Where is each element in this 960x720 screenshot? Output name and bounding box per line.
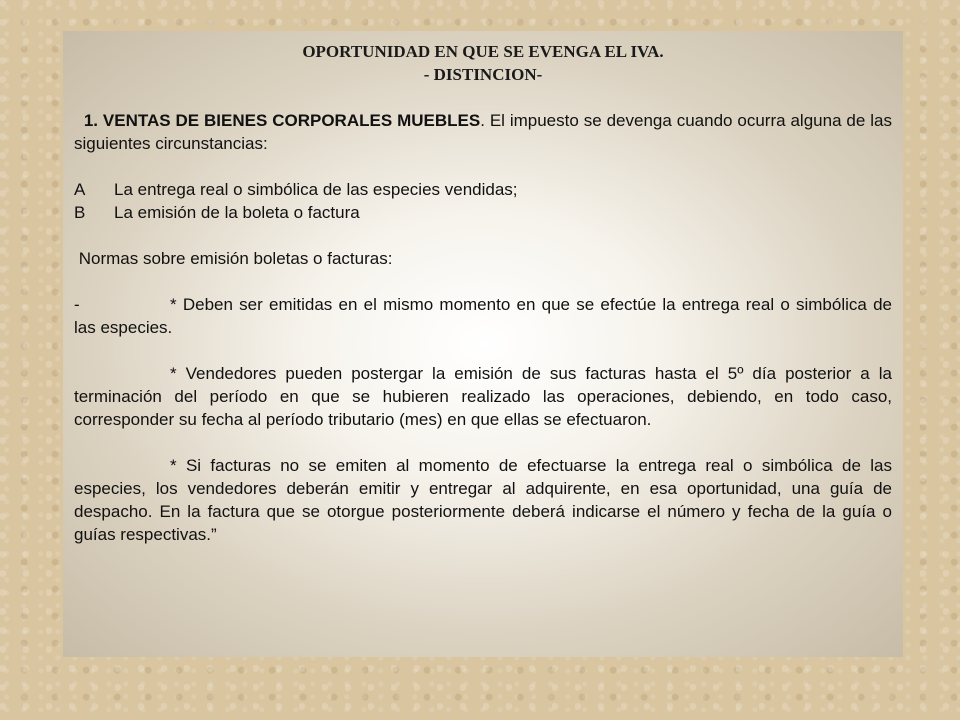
section-1-text: . El impuesto se devenga cuando ocurra alguna de las siguientes circunstancias: bbox=[74, 111, 892, 153]
norms-heading bbox=[74, 247, 892, 270]
norm-text-3: * Si facturas no se emiten al momento de efectuarse la entrega real o simbólica de las especies, los vendedores deberán emitir y entregar al adquirente, en esa oportunidad, una guía de despacho. En la factura que se otorgue posteriormente deberá indicarse el número y fecha de la guía o guías respectivas.” bbox=[74, 456, 892, 544]
section-1-paragraph bbox=[74, 109, 892, 155]
norm-text-2: * Vendedores pueden postergar la emisión de sus facturas hasta el 5º día posterior a la terminación del período en que se hubieren realizado las operaciones, debiendo, en todo caso, corresponder su fecha al período tributario (mes) en que ellas se efectuaron. bbox=[74, 364, 892, 429]
title-block bbox=[74, 40, 892, 86]
norm-paragraph-3 bbox=[74, 454, 892, 546]
slide-title: OPORTUNIDAD EN QUE SE EVENGA EL IVA. bbox=[302, 42, 664, 61]
slide-subtitle: - DISTINCION- bbox=[423, 65, 543, 84]
norm-dash: - bbox=[74, 295, 80, 314]
slide-body bbox=[74, 86, 892, 546]
norm-paragraph-2 bbox=[74, 362, 892, 431]
norm-text-1: * Deben ser emitidas en el mismo momento en que se efectúe la entrega real o simbólica de las especies. bbox=[74, 295, 892, 337]
item-text-a: La entrega real o simbólica de las especies vendidas; bbox=[114, 180, 518, 199]
item-text-b: La emisión de la boleta o factura bbox=[114, 203, 360, 222]
item-letter-b: B bbox=[74, 203, 86, 222]
item-letter-a: A bbox=[74, 180, 86, 199]
list-item-a bbox=[74, 178, 892, 201]
norm-paragraph-1 bbox=[74, 293, 892, 339]
section-1-heading: 1. VENTAS DE BIENES CORPORALES MUEBLES bbox=[83, 111, 481, 130]
list-item-b bbox=[74, 201, 892, 224]
norms-heading-text: Normas sobre emisión boletas o facturas: bbox=[78, 249, 393, 268]
slide-content-panel bbox=[63, 31, 903, 657]
